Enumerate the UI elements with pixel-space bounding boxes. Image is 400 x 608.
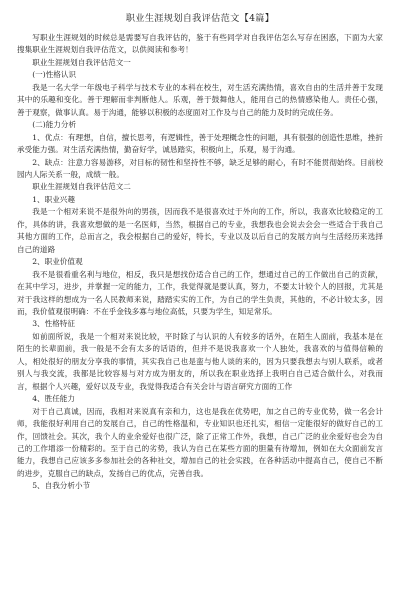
essay2-competence-paragraph: 对于自己真诚，因而，我相对来说真有亲和力，这也是我在优势吧，加之自己的专业优势，做一名会计师，我能很好利用自己的发展自己，自己的性格温和，专业知识也还扎实，相信一定能很好的做好自己的工作，回馈社会。其次，我个人的业余爱好也很广泛，除了正常工作外，我想，自己广泛的业余爱好也会为自己的工作增添一份精彩的。至于自己的劣势，我认为自己在某些方面的胆量有待增加，例如在大众面前发言能力，我想自己应该多多参加社会的各种社交，增加自己的社会实践，在各种活动中提高自己，使自己不断的进步，克服自己的缺点，发扬自己的优点，完善自我。 [17,406,383,478]
essay1-heading-ability: (二)能力分析 [32,120,77,130]
essay1-personality-paragraph: 我是一名大学一年级电子科学与技术专业的本科在校生，对生活充满热情，喜欢自由的生活并善于发现其中的乐趣和变化。善于理解而非判断他人。乐观，善于鼓舞他人，能用自己的热情感染他人。责任心强，善于观察，做事认真。易于沟通，能够以积极的态度面对工作及与自己的能力及时的完成任务。 [17,82,383,117]
essay1-title: 职业生涯规划自我评估范文一 [32,57,131,67]
essay2-heading-summary: 5、自我分析小节 [32,481,91,491]
essay2-heading-competence: 4、胜任能力 [32,394,75,404]
intro-paragraph: 写职业生涯规划的时候总是需要写自我评估的，鉴于有些同学对自我评估怎么写存在困惑，下面为大家搜集职业生涯规划自我评估范文，以供阅读和参考！ [17,33,383,55]
essay2-title: 职业生涯规划自我评估范文二 [32,182,131,192]
essay2-heading-values: 2、职业价值观 [32,257,83,267]
essay2-values-paragraph: 我不是很看重名利与地位，相反，我只是想找份适合自己的工作，想通过自己的工作做出自己的贡献，在其中学习，进步，并掌握一定的能力，工作，我觉得就是要认真，努力，不要太计较个人的回报，尤其是对于我这样的想成为一名人民教师来说，踏踏实实的工作，为自己的学生负责，其他的，不必计较太多，因而，我价值观很明确：不在乎金钱多寡与地位高低，只要为学生，知足常乐。 [17,269,383,316]
essay2-character-paragraph: 如前面所说，我是一个相对来说比较，平时除了与认识的人有较多的话外，在陌生人面前，我基本是在陌生的长辈面前，我一般是不会有太多的话语的，但并不是说我喜欢一个人独处，我喜欢的与值得信赖的人，相处很好的朋友分享我的事情，其实我自己也是蛮与他人谈的来的，因为只要我想去与别人联系，或者别人与我交流，我都是比较容易与对方成为朋友的，所以我在职业选择上我明白自己适合做什么，对我而言，根据个人兴趣，爱好以及专业，我觉得我适合有关会计与语言研究方面的工作 [17,331,383,391]
document-title: 职业生涯规划自我评估范文【4篇】 [125,13,275,24]
essay1-weaknesses-paragraph: 2、缺点：注意力容易游移，对目标的韧性和坚持性不够，缺乏足够的耐心，有时不能贯彻始终。目前校园内人际关系一般，成绩一般。 [17,157,383,179]
essay2-heading-interest: 1、职业兴趣 [32,194,75,204]
essay2-heading-character: 3、性格特征 [32,319,75,329]
essay1-strengths-paragraph: 1、优点：有理想，自信，擅长思考，有逻辑性，善于处理概念性的问题，具有很强的创造性思维，挫折承受能力强。对生活充满热情，勤奋好学，诚恳踏实，积极向上，乐观，易于沟通。 [17,132,383,155]
essay2-interest-paragraph: 我是一个相对来说不是很外向的男孩，因而我不是很喜欢过于外向的工作，所以，我喜欢比较稳定的工作，具体的讲，我喜欢想做的是一名医师，当然，根据自己的专业，我想我也会说去会会一些适合于我自己其他方面的工作，总而言之，我会根据自己的爱好，特长，专业以及以后自己的发展方向与生活经历来选择自己的道路 [17,207,383,254]
essay1-heading-personality: (一)性格认识 [32,70,77,80]
